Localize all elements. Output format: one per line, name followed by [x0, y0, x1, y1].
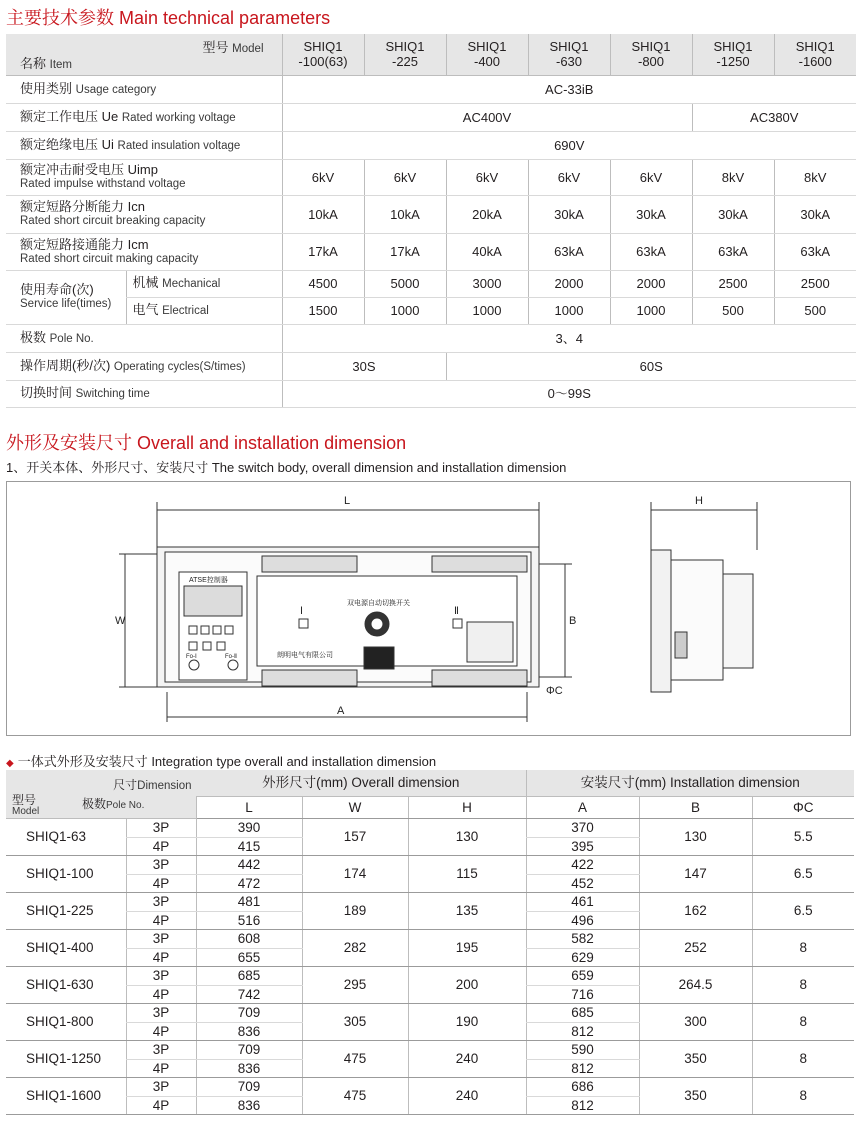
cell-L: 685	[196, 966, 302, 985]
row-label: 使用类别 Usage category	[6, 75, 282, 103]
cell-A: 685	[526, 1003, 639, 1022]
pole-label: 极数Pole No.	[82, 797, 145, 811]
row-ue	[6, 103, 856, 131]
label-H: H	[695, 495, 703, 507]
button-fo2: Fo-Ⅱ	[225, 654, 237, 660]
cell-C: 6.5	[752, 855, 854, 892]
dimension-label: 尺寸Dimension	[113, 778, 192, 792]
cell: 17kA	[364, 233, 446, 270]
model-label: 型号 Model	[202, 40, 264, 55]
cell-W: 475	[302, 1077, 408, 1114]
model-header: SHIQ1 -1250	[692, 34, 774, 75]
controller-label: ATSE控制器	[189, 577, 228, 584]
col-L: L	[196, 796, 302, 818]
row-uimp	[6, 159, 856, 195]
table-row	[6, 1077, 854, 1096]
cell-H: 190	[408, 1003, 526, 1040]
company-label: 朗明电气有限公司	[277, 652, 333, 659]
cell-A: 590	[526, 1040, 639, 1059]
cell-L: 415	[196, 837, 302, 855]
parameters-header-row	[6, 34, 856, 75]
cell-A: 659	[526, 966, 639, 985]
table-row	[6, 929, 854, 948]
row-label: 额定短路接通能力 Icm Rated short circuit making capacity	[6, 233, 282, 270]
pole-cell: 4P	[126, 985, 196, 1003]
integration-title: ◆ 一体式外形及安装尺寸 Integration type overall and installation dimension	[6, 754, 437, 769]
cell-L: 709	[196, 1077, 302, 1096]
row-switching	[6, 380, 856, 407]
dimension-subtitle: 1、开关本体、外形尺寸、安装尺寸 The switch body, overall dimension and installation dimension	[6, 460, 567, 475]
cell: 17kA	[282, 233, 364, 270]
cell-L: 836	[196, 1022, 302, 1040]
table-row	[6, 818, 854, 837]
model-label: 型号 Model	[12, 793, 40, 817]
row-label: 额定冲击耐受电压 Uimp Rated impulse withstand voltage	[6, 159, 282, 195]
pole-cell: 3P	[126, 855, 196, 874]
pole-cell: 3P	[126, 929, 196, 948]
label-phiC: ΦC	[546, 685, 563, 697]
cell: 3000	[446, 270, 528, 297]
row-ui	[6, 131, 856, 159]
cell-W: 157	[302, 818, 408, 855]
cell-L: 709	[196, 1003, 302, 1022]
cell-A: 496	[526, 911, 639, 929]
model-header: SHIQ1 -1600	[774, 34, 856, 75]
model-cell: SHIQ1-225	[6, 892, 126, 929]
header-corner	[6, 770, 196, 818]
item-label: 名称 Item	[20, 55, 73, 71]
model-cell: SHIQ1-630	[6, 966, 126, 1003]
row-label: 使用寿命(次) Service life(times)	[6, 270, 126, 324]
cell-C: 8	[752, 1077, 854, 1114]
cell-A: 452	[526, 874, 639, 892]
cell-A: 370	[526, 818, 639, 837]
pole-cell: 4P	[126, 1096, 196, 1114]
cell-W: 295	[302, 966, 408, 1003]
cell: 6kV	[446, 159, 528, 195]
row-label: 切换时间 Switching time	[6, 380, 282, 407]
col-H: H	[408, 796, 526, 818]
cell-A: 812	[526, 1022, 639, 1040]
cell-A: 812	[526, 1059, 639, 1077]
pole-cell: 3P	[126, 966, 196, 985]
cell-H: 240	[408, 1077, 526, 1114]
model-header: SHIQ1 -800	[610, 34, 692, 75]
row-icn	[6, 195, 856, 233]
cell-A: 686	[526, 1077, 639, 1096]
model-header: SHIQ1 -100(63)	[282, 34, 364, 75]
ue-value-b: AC380V	[692, 103, 856, 131]
row-label: 额定工作电压 Ue Rated working voltage	[6, 103, 282, 131]
col-A: A	[526, 796, 639, 818]
cell: 30kA	[692, 195, 774, 233]
usage-value: AC-33iB	[282, 75, 856, 103]
cycles-value-b: 60S	[446, 352, 856, 380]
row-usage	[6, 75, 856, 103]
cell: 10kA	[364, 195, 446, 233]
cell-B: 350	[639, 1040, 752, 1077]
cell-L: 481	[196, 892, 302, 911]
cell-W: 189	[302, 892, 408, 929]
header-corner	[6, 34, 282, 75]
cell: 40kA	[446, 233, 528, 270]
pole-cell: 4P	[126, 1022, 196, 1040]
cell: 20kA	[446, 195, 528, 233]
cell-B: 350	[639, 1077, 752, 1114]
cell: 1000	[610, 297, 692, 324]
cell-H: 195	[408, 929, 526, 966]
position-1: Ⅰ	[300, 606, 303, 617]
sub-label: 机械 Mechanical	[126, 270, 282, 297]
row-life-electrical	[6, 297, 856, 324]
cell-H: 115	[408, 855, 526, 892]
cell-L: 742	[196, 985, 302, 1003]
pole-cell: 4P	[126, 1059, 196, 1077]
cell: 2000	[610, 270, 692, 297]
cell: 5000	[364, 270, 446, 297]
ue-value-a: AC400V	[282, 103, 692, 131]
install-header: 安装尺寸(mm) Installation dimension	[526, 770, 854, 796]
row-cycles	[6, 352, 856, 380]
cell: 6kV	[364, 159, 446, 195]
table-row	[6, 1003, 854, 1022]
cell-H: 135	[408, 892, 526, 929]
cell-L: 516	[196, 911, 302, 929]
cell-A: 422	[526, 855, 639, 874]
pole-cell: 3P	[126, 1003, 196, 1022]
integration-table	[6, 770, 854, 1115]
row-label: 额定短路分断能力 Icn Rated short circuit breaking capacity	[6, 195, 282, 233]
label-W: W	[115, 615, 126, 627]
section-title-parameters: 主要技术参数 Main technical parameters	[6, 8, 331, 28]
cell-A: 716	[526, 985, 639, 1003]
cell-B: 300	[639, 1003, 752, 1040]
overall-header: 外形尺寸(mm) Overall dimension	[196, 770, 526, 796]
cell-L: 836	[196, 1096, 302, 1114]
cell-C: 5.5	[752, 818, 854, 855]
cell-H: 130	[408, 818, 526, 855]
cycles-value-a: 30S	[282, 352, 446, 380]
cell: 500	[692, 297, 774, 324]
cell-B: 252	[639, 929, 752, 966]
cell: 4500	[282, 270, 364, 297]
cell-B: 147	[639, 855, 752, 892]
cell-A: 461	[526, 892, 639, 911]
cell-W: 174	[302, 855, 408, 892]
pole-cell: 4P	[126, 948, 196, 966]
model-header: SHIQ1 -225	[364, 34, 446, 75]
model-cell: SHIQ1-1600	[6, 1077, 126, 1114]
model-cell: SHIQ1-800	[6, 1003, 126, 1040]
cell: 2000	[528, 270, 610, 297]
row-label: 极数 Pole No.	[6, 324, 282, 352]
cell-L: 608	[196, 929, 302, 948]
cell-W: 475	[302, 1040, 408, 1077]
pole-cell: 3P	[126, 1077, 196, 1096]
cell: 8kV	[692, 159, 774, 195]
row-label: 额定绝缘电压 Ui Rated insulation voltage	[6, 131, 282, 159]
cell-A: 395	[526, 837, 639, 855]
label-A: A	[337, 705, 345, 717]
sub-label: 电气 Electrical	[126, 297, 282, 324]
cell: 2500	[774, 270, 856, 297]
cell-B: 162	[639, 892, 752, 929]
cell-A: 629	[526, 948, 639, 966]
model-header: SHIQ1 -630	[528, 34, 610, 75]
cell-L: 472	[196, 874, 302, 892]
cell: 6kV	[282, 159, 364, 195]
button-fo1: Fo-Ⅰ	[186, 654, 197, 660]
cell-H: 200	[408, 966, 526, 1003]
col-W: W	[302, 796, 408, 818]
cell-L: 442	[196, 855, 302, 874]
row-life-mechanical	[6, 270, 856, 297]
cell-W: 305	[302, 1003, 408, 1040]
col-C: ΦC	[752, 796, 854, 818]
model-cell: SHIQ1-1250	[6, 1040, 126, 1077]
pole-cell: 3P	[126, 818, 196, 837]
pole-cell: 4P	[126, 874, 196, 892]
dimension-drawing-frame	[6, 481, 851, 736]
cell: 6kV	[610, 159, 692, 195]
model-cell: SHIQ1-100	[6, 855, 126, 892]
switch-label: 双电源自动切换开关	[347, 600, 410, 607]
row-pole	[6, 324, 856, 352]
table-row	[6, 966, 854, 985]
cell: 1000	[528, 297, 610, 324]
label-B: B	[569, 615, 577, 627]
cell-L: 655	[196, 948, 302, 966]
col-B: B	[639, 796, 752, 818]
cell-H: 240	[408, 1040, 526, 1077]
cell-C: 8	[752, 1040, 854, 1077]
row-label: 操作周期(秒/次) Operating cycles(S/times)	[6, 352, 282, 380]
side-view	[651, 550, 671, 692]
cell: 63kA	[774, 233, 856, 270]
cell-A: 812	[526, 1096, 639, 1114]
cell-C: 8	[752, 966, 854, 1003]
pole-cell: 3P	[126, 892, 196, 911]
cell-C: 8	[752, 929, 854, 966]
model-cell: SHIQ1-400	[6, 929, 126, 966]
dimension-drawing	[7, 482, 850, 735]
cell-L: 709	[196, 1040, 302, 1059]
table-row	[6, 855, 854, 874]
cell: 30kA	[610, 195, 692, 233]
integration-header-row-1	[6, 770, 854, 796]
row-icm	[6, 233, 856, 270]
model-header: SHIQ1 -400	[446, 34, 528, 75]
cell-B: 264.5	[639, 966, 752, 1003]
integration-rows	[6, 818, 854, 1114]
cell-C: 6.5	[752, 892, 854, 929]
label-L: L	[344, 495, 351, 507]
cell: 2500	[692, 270, 774, 297]
cell-L: 836	[196, 1059, 302, 1077]
cell: 63kA	[610, 233, 692, 270]
cell: 6kV	[528, 159, 610, 195]
pole-cell: 3P	[126, 1040, 196, 1059]
cell: 30kA	[774, 195, 856, 233]
switching-value: 0～99S	[282, 380, 856, 407]
cell: 1500	[282, 297, 364, 324]
pole-cell: 4P	[126, 911, 196, 929]
cell: 63kA	[528, 233, 610, 270]
cell-A: 582	[526, 929, 639, 948]
model-cell: SHIQ1-63	[6, 818, 126, 855]
cell-W: 282	[302, 929, 408, 966]
parameters-table	[6, 34, 856, 408]
cell-C: 8	[752, 1003, 854, 1040]
pole-value: 3、4	[282, 324, 856, 352]
diamond-bullet-icon: ◆	[6, 758, 14, 769]
position-2: Ⅱ	[454, 606, 459, 617]
cell: 8kV	[774, 159, 856, 195]
cell: 63kA	[692, 233, 774, 270]
cell: 500	[774, 297, 856, 324]
section-title-dimension: 外形及安装尺寸 Overall and installation dimension	[6, 433, 407, 453]
ui-value: 690V	[282, 131, 856, 159]
cell: 30kA	[528, 195, 610, 233]
cell-L: 390	[196, 818, 302, 837]
cell: 1000	[364, 297, 446, 324]
cell-B: 130	[639, 818, 752, 855]
cell: 10kA	[282, 195, 364, 233]
cell: 1000	[446, 297, 528, 324]
pole-cell: 4P	[126, 837, 196, 855]
table-row	[6, 892, 854, 911]
table-row	[6, 1040, 854, 1059]
